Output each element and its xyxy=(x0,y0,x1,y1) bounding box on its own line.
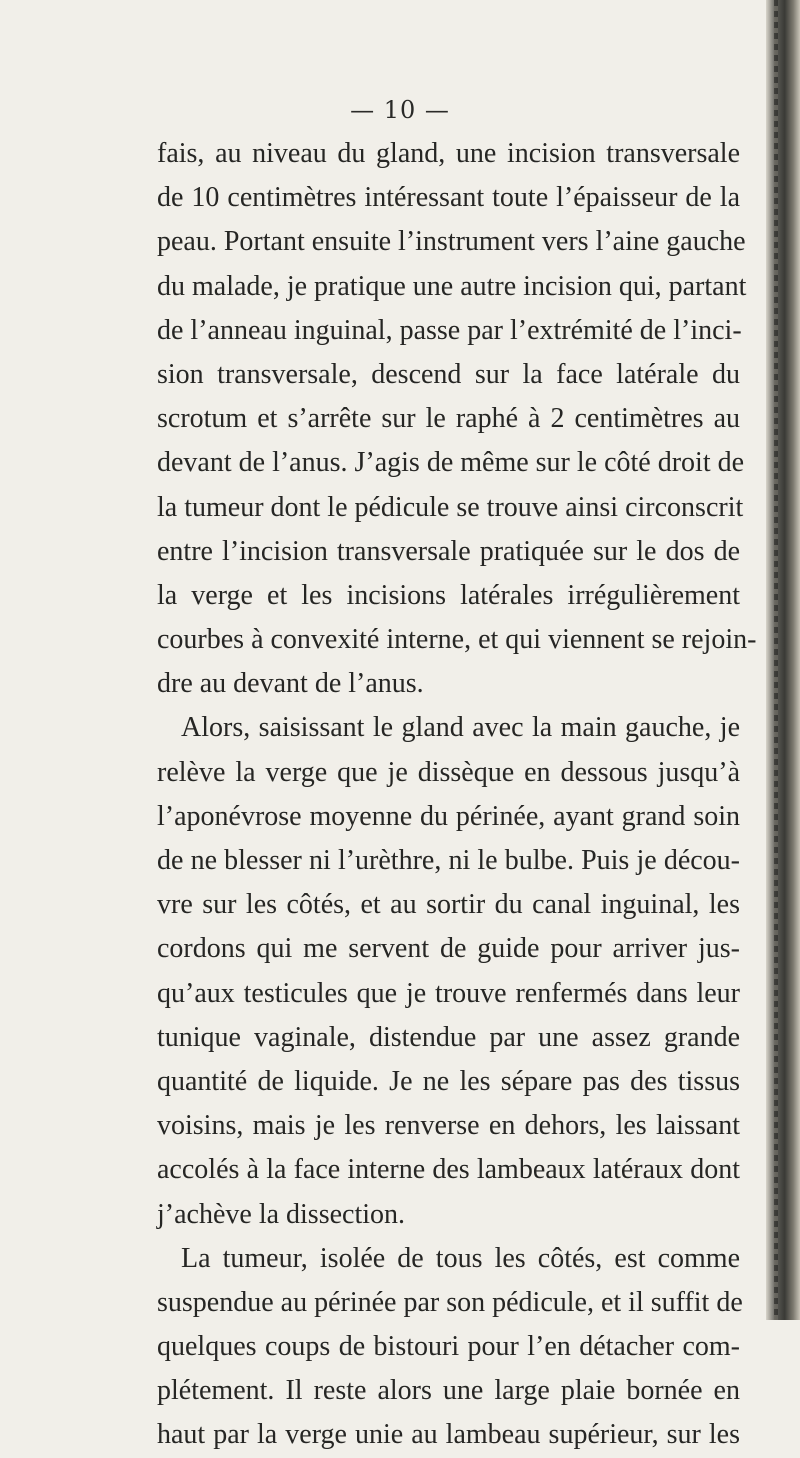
text-line: quantité de liquide. Je ne les sépare pas des tissus xyxy=(157,1065,740,1097)
text-line: relève la verge que je dissèque en dessous jusqu’à xyxy=(157,756,740,788)
text-line: devant de l’anus. J’agis de même sur le côté droit de xyxy=(157,447,745,479)
text-line: scrotum et s’arrête sur le raphé à 2 centimètres au xyxy=(157,403,740,435)
text-line: accolés à la face interne des lambeaux latéraux dont xyxy=(157,1154,740,1186)
text-line: fais, au niveau du gland, une incision transversale xyxy=(157,138,740,169)
text-line: quelques coups de bistouri pour l’en détacher com- xyxy=(157,1331,740,1363)
text-line: du malade, je pratique une autre incision qui, partant xyxy=(157,270,747,302)
text-line: de l’anneau inguinal, passe par l’extrémité de l’inci- xyxy=(157,314,742,346)
text-line: qu’aux testicules que je trouve renfermés dans leur xyxy=(157,977,740,1009)
body-text xyxy=(157,132,757,1458)
text-line: plétement. Il reste alors une large plaie bornée en xyxy=(157,1375,740,1407)
text-line: haut par la verge unie au lambeau supérieur, sur les xyxy=(157,1419,740,1451)
text-line: peau. Portant ensuite l’instrument vers l’aine gauche xyxy=(157,226,746,258)
text-line: Alors, saisissant le gland avec la main gauche, je xyxy=(181,712,740,744)
text-line: la tumeur dont le pédicule se trouve ainsi circonscrit xyxy=(157,491,744,523)
text-line: suspendue au périnée par son pédicule, et il suffit de xyxy=(157,1286,743,1318)
text-line: entre l’incision transversale pratiquée sur le dos de xyxy=(157,535,740,567)
text-line: l’aponévrose moyenne du périnée, ayant grand soin xyxy=(157,800,740,832)
text-line: sion transversale, descend sur la face latérale du xyxy=(157,358,740,390)
text-line: de ne blesser ni l’urèthre, ni le bulbe. Puis je décou- xyxy=(157,845,740,876)
text-line: vre sur les côtés, et au sortir du canal inguinal, les xyxy=(157,889,740,921)
text-line: courbes à convexité interne, et qui viennent se rejoin- xyxy=(157,624,757,656)
page-number: — 10 — xyxy=(350,96,450,124)
text-line: dre au devant de l’anus. xyxy=(157,668,424,700)
text-line: voisins, mais je les renverse en dehors, les laissant xyxy=(157,1110,740,1142)
text-line: de 10 centimètres intéressant toute l’épaisseur de la xyxy=(157,182,740,214)
text-line: La tumeur, isolée de tous les côtés, est comme xyxy=(181,1242,740,1274)
text-line: la verge et les incisions latérales irrégulièrement xyxy=(157,579,740,611)
text-line: cordons qui me servent de guide pour arriver jus- xyxy=(157,933,740,965)
page-binding-edge xyxy=(766,0,800,1320)
text-line: tunique vaginale, distendue par une assez grande xyxy=(157,1021,740,1053)
text-line: j’achève la dissection. xyxy=(157,1198,406,1230)
